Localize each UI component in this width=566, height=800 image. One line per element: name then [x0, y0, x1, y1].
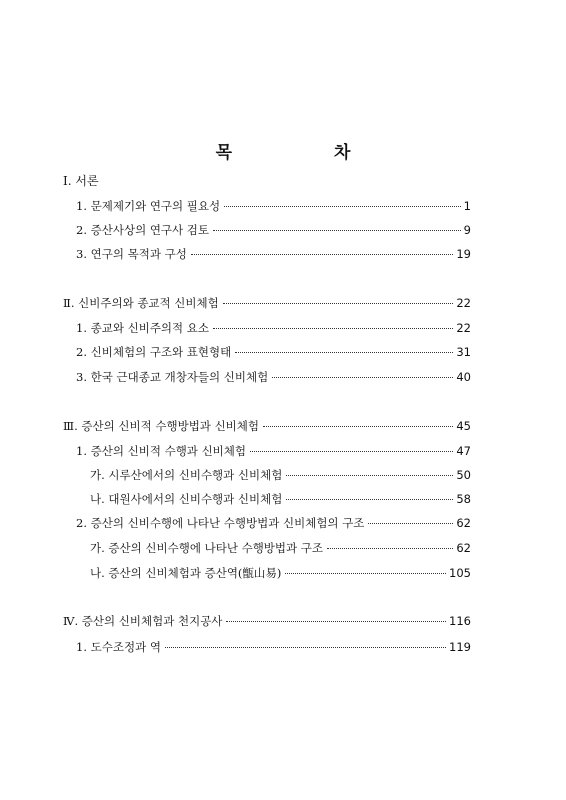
toc-entry-label: 가. 증산의 신비수행에 나타난 수행방법과 구조	[90, 541, 324, 555]
toc-entry-3-1[interactable]	[76, 443, 471, 459]
dot-leader	[235, 352, 453, 353]
toc-entry-page: 19	[456, 247, 471, 261]
toc-entry-page: 58	[456, 492, 471, 506]
toc-entry-page: 31	[456, 345, 471, 359]
toc-entry-label: 2. 증산의 신비수행에 나타난 수행방법과 신비체험의 구조	[76, 516, 365, 530]
dot-leader	[263, 426, 453, 427]
dot-leader	[286, 475, 453, 476]
dot-leader	[285, 573, 446, 574]
toc-entry-2-1[interactable]	[76, 320, 471, 336]
toc-entry-label: 3. 연구의 목적과 구성	[76, 247, 187, 261]
toc-entry-label: 1. 도수조정과 역	[76, 640, 161, 654]
dot-leader	[213, 328, 453, 329]
toc-chapter-4[interactable]	[63, 613, 471, 629]
dot-leader	[224, 206, 461, 207]
dot-leader	[286, 499, 453, 500]
toc-entry-label: 1. 문제제기와 연구의 필요성	[76, 199, 221, 213]
toc-entry-page: 50	[456, 468, 471, 482]
toc-chapter-page: 22	[456, 296, 471, 310]
toc-chapter-3[interactable]	[63, 418, 471, 434]
toc-entry-label: 나. 증산의 신비체험과 증산역(甑山易)	[90, 566, 282, 580]
toc-entry-label: 3. 한국 근대종교 개창자들의 신비체험	[76, 370, 269, 384]
toc-chapter-label: Ⅳ. 증산의 신비체험과 천지공사	[63, 614, 223, 628]
toc-entry-3-2-b[interactable]	[90, 565, 471, 581]
toc-entry-1-2[interactable]	[76, 222, 471, 238]
toc-entry-page: 119	[449, 640, 471, 654]
toc-title: 목 차	[215, 143, 399, 163]
dot-leader	[226, 621, 446, 622]
toc-entry-label: 2. 증산사상의 연구사 검토	[76, 223, 210, 237]
toc-entry-label: 2. 신비체험의 구조와 표현형태	[76, 345, 232, 359]
toc-entry-page: 1	[463, 199, 471, 213]
toc-entry-page: 47	[456, 444, 471, 458]
toc-chapter-page: 116	[449, 614, 471, 628]
toc-entry-label: 1. 증산의 신비적 수행과 신비체험	[76, 444, 247, 458]
toc-entry-label: 1. 종교와 신비주의적 요소	[76, 321, 210, 335]
dot-leader	[272, 377, 453, 378]
toc-entry-4-1[interactable]	[76, 639, 471, 655]
dot-leader	[368, 523, 453, 524]
toc-entry-page: 22	[456, 321, 471, 335]
toc-entry-2-3[interactable]	[76, 369, 471, 385]
toc-chapter-label: Ⅲ. 증산의 신비적 수행방법과 신비체험	[63, 419, 260, 433]
toc-entry-page: 105	[449, 566, 471, 580]
toc-entry-3-1-a[interactable]	[90, 467, 471, 483]
toc-entry-label: 나. 대원사에서의 신비수행과 신비체험	[90, 492, 283, 506]
dot-leader	[223, 303, 454, 304]
toc-chapter-2[interactable]	[63, 295, 471, 311]
dot-leader	[191, 254, 454, 255]
dot-leader	[213, 230, 461, 231]
toc-entry-2-2[interactable]	[76, 344, 471, 360]
toc-entry-page: 40	[456, 370, 471, 384]
dot-leader	[165, 647, 446, 648]
dot-leader	[250, 451, 453, 452]
toc-entry-label: 가. 시루산에서의 신비수행과 신비체험	[90, 468, 283, 482]
toc-entry-1-3[interactable]	[76, 246, 471, 262]
toc-chapter-label: Ⅱ. 신비주의와 종교적 신비체험	[63, 296, 219, 310]
dot-leader	[327, 548, 453, 549]
toc-chapter-page: 45	[456, 419, 471, 433]
toc-entry-page: 62	[456, 516, 471, 530]
toc-entry-page: 9	[463, 223, 471, 237]
toc-entry-page: 62	[456, 541, 471, 555]
toc-entry-3-1-b[interactable]	[90, 491, 471, 507]
toc-entry-3-2-a[interactable]	[90, 540, 471, 556]
toc-entry-3-2[interactable]	[76, 515, 471, 531]
toc-entry-1-1[interactable]	[76, 198, 471, 214]
toc-chapter-1-heading: Ⅰ. 서론	[63, 174, 99, 188]
